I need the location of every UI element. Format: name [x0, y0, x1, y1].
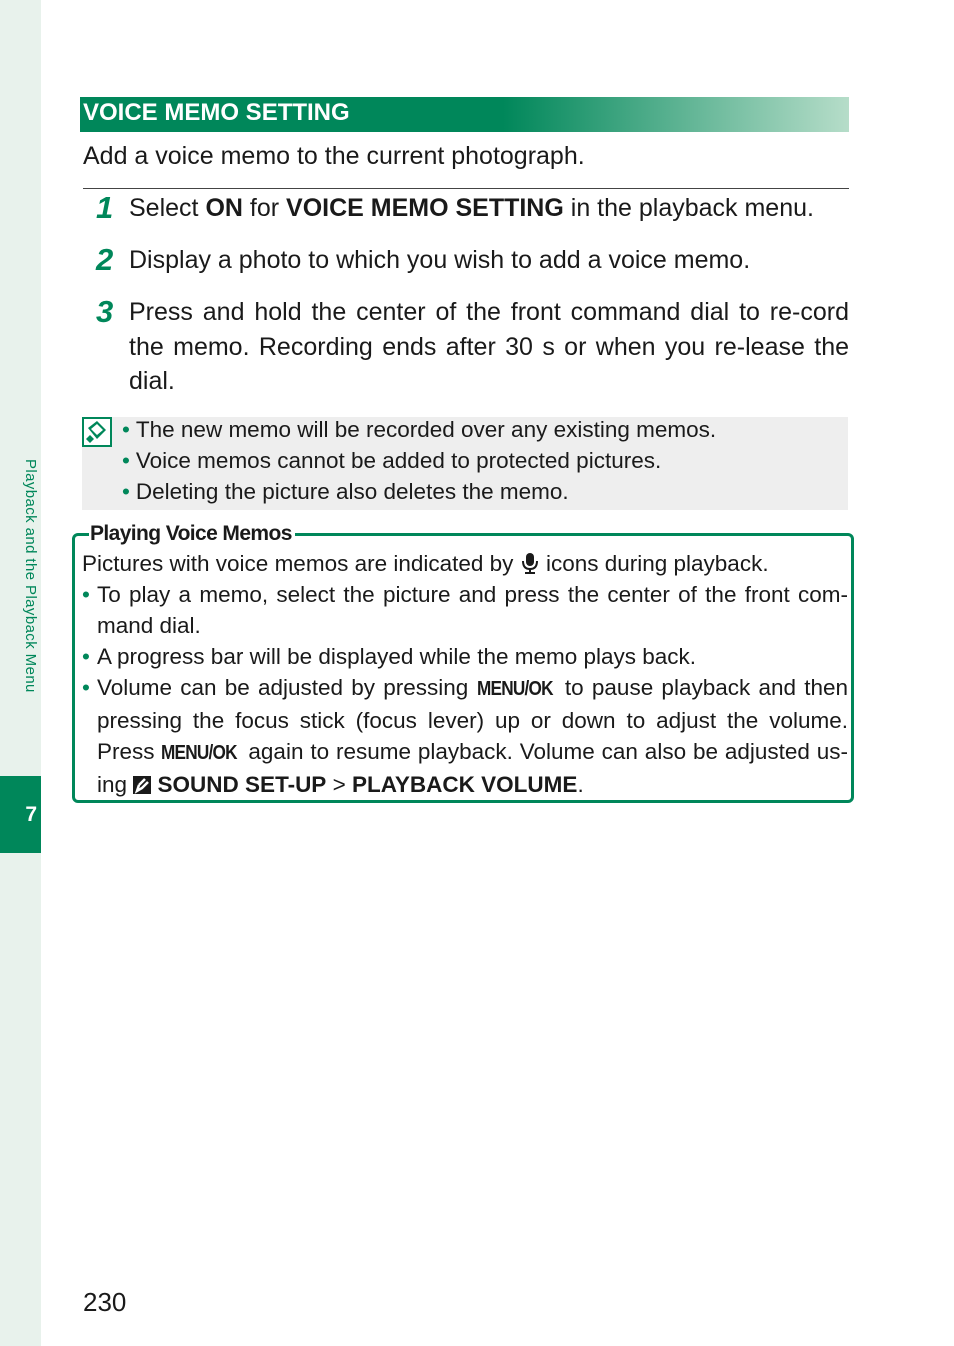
tip-text: A progress bar will be displayed while the memo plays back.	[97, 644, 697, 669]
step-number: 2	[96, 242, 114, 277]
step-text-part: Select	[129, 194, 206, 222]
tip-text: Pictures with voice memos are indicated by	[82, 551, 520, 576]
bullet: •	[82, 644, 90, 669]
bullet: •	[122, 417, 130, 442]
menu-ok-button-label: MENU/OK	[476, 678, 553, 700]
chapter-number-tab: 7	[0, 776, 41, 853]
note-text: The new memo will be recorded over any existing memos.	[135, 417, 717, 442]
step-text	[129, 191, 849, 226]
list-item	[122, 414, 716, 445]
chapter-label: Playback and the Playback Menu	[22, 459, 39, 693]
note-text: Deleting the picture also deletes the memo.	[135, 479, 569, 504]
list-item	[82, 672, 848, 800]
note-list	[122, 414, 716, 507]
step-number: 1	[96, 190, 114, 225]
wrench-icon	[133, 776, 151, 794]
menu-ok-button-label: MENU/OK	[161, 742, 238, 764]
menu-item-sound-setup: SOUND SET-UP	[157, 772, 327, 797]
bullet: •	[82, 675, 90, 700]
bullet: •	[122, 479, 130, 504]
section-title: VOICE MEMO SETTING	[83, 99, 350, 126]
step-2	[96, 243, 849, 279]
menu-item-voice-memo-setting: VOICE MEMO SETTING	[286, 194, 564, 222]
page-number: 230	[83, 1287, 127, 1317]
tip-intro	[82, 548, 769, 579]
tip-text: icons during playback.	[539, 551, 769, 576]
note-text: Voice memos cannot be added to protected pictures.	[135, 448, 662, 473]
step-text: Press and hold the center of the front command dial to re-cord the memo. Recording ends after 30 s or when you re-lease the dial.	[129, 298, 849, 395]
list-item	[122, 476, 716, 507]
step-text-part: for	[242, 194, 287, 222]
list-item	[82, 579, 848, 641]
bullet: •	[122, 448, 130, 473]
note-icon	[82, 417, 112, 447]
step-text-part: in the playback menu.	[563, 194, 814, 222]
section-header	[80, 97, 849, 132]
divider	[83, 188, 849, 189]
menu-item-playback-volume: PLAYBACK VOLUME	[351, 772, 578, 797]
microphone-icon	[520, 552, 540, 574]
tip-text: to pause playback and then pressing the focus stick (focus lever) up or down to adjust the volume. Press	[97, 675, 848, 764]
bullet: •	[82, 582, 90, 607]
tip-text: Volume can be adjusted by pressing	[97, 675, 477, 700]
tip-text: .	[577, 772, 584, 797]
separator: >	[326, 772, 352, 797]
list-item	[122, 445, 716, 476]
menu-option-on: ON	[205, 194, 243, 222]
tip-text: To play a memo, select the picture and press the center of the front com-mand dial.	[97, 582, 848, 638]
step-text: Display a photo to which you wish to add a voice memo.	[129, 246, 751, 274]
tip-title: Playing Voice Memos	[89, 520, 295, 548]
step-1	[96, 191, 849, 227]
tip-list	[82, 579, 848, 800]
list-item	[82, 641, 848, 672]
step-3	[96, 295, 849, 399]
intro-text: Add a voice memo to the current photograph.	[83, 142, 585, 170]
tip-text: again to resume playback. Volume can also be adjusted us-ing	[97, 739, 849, 797]
step-number: 3	[96, 294, 114, 329]
